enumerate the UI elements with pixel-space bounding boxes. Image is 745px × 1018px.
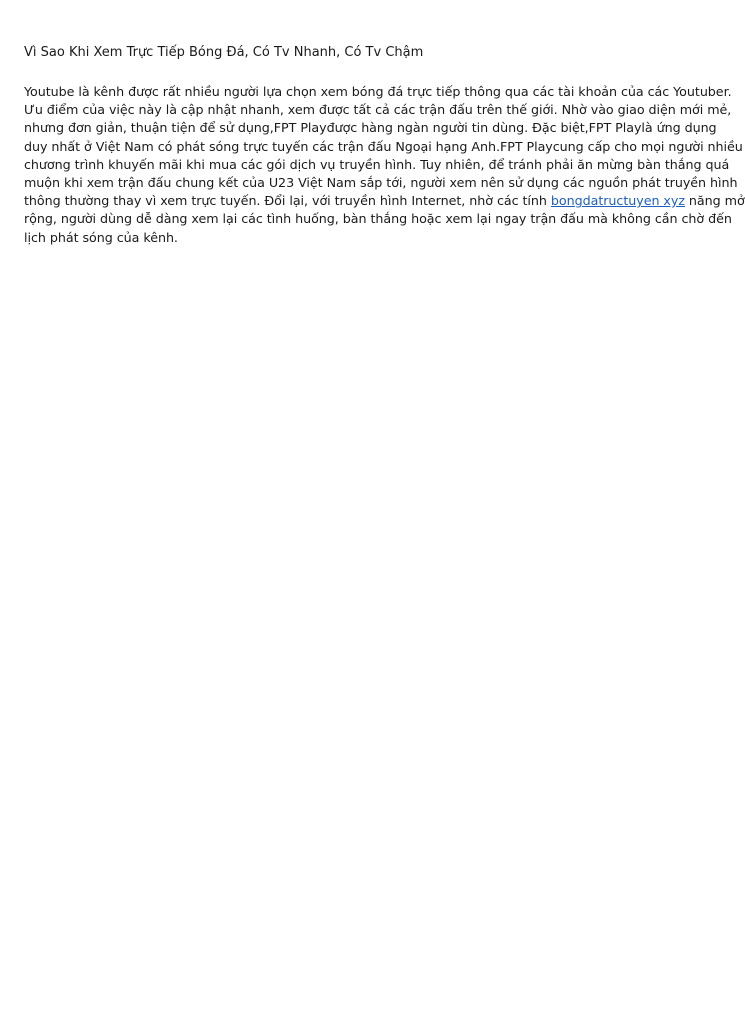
- document-title: Vì Sao Khi Xem Trực Tiếp Bóng Đá, Có Tv Nhanh, Có Tv Chậm: [24, 45, 424, 60]
- paragraph-text-before-link: thông thường thay vì xem trực tuyến. Đổi lại, với truyền hình Internet, nhờ các tính: [24, 193, 551, 209]
- paragraph-line: Youtube là kênh được rất nhiều người lựa chọn xem bóng đá trực tiếp thông qua các tài khoản của các Youtuber.: [24, 84, 732, 99]
- bongdatructuyen-link[interactable]: bongdatructuyen xyz: [550, 193, 685, 209]
- paragraph-line: duy nhất ở Việt Nam có phát sóng trực tuyến các trận đấu Ngoại hạng Anh.FPT Playcung cấp cho mọi người nhiều: [24, 138, 743, 154]
- paragraph-line: rộng, người dùng dễ dàng xem lại các tình huống, bàn thắng hoặc xem lại ngay trận đấu mà không cần chờ đến: [24, 211, 732, 227]
- body-paragraph: [24, 83, 745, 247]
- paragraph-line: chương trình khuyến mãi khi mua các gói dịch vụ truyền hình. Tuy nhiên, để tránh phải ăn mừng bàn thắng quá: [24, 156, 730, 172]
- paragraph-line: muộn khi xem trận đấu chung kết của U23 Việt Nam sắp tới, người xem nên sử dụng các nguồn phát truyền hình: [24, 175, 738, 191]
- paragraph-line: Ưu điểm của việc này là cập nhật nhanh, xem được tất cả các trận đấu trên thế giới. Nhờ vào giao diện mới mẻ,: [24, 102, 732, 118]
- paragraph-line: nhưng đơn giản, thuận tiện để sử dụng,FPT Playđược hàng ngàn người tin dùng. Đặc biệt,FPT Playlà ứng dụng: [24, 120, 717, 136]
- paragraph-line-with-link: [24, 192, 745, 210]
- paragraph-text-after-link: năng mở: [684, 193, 745, 209]
- paragraph-line: lịch phát sóng của kênh.: [24, 229, 178, 245]
